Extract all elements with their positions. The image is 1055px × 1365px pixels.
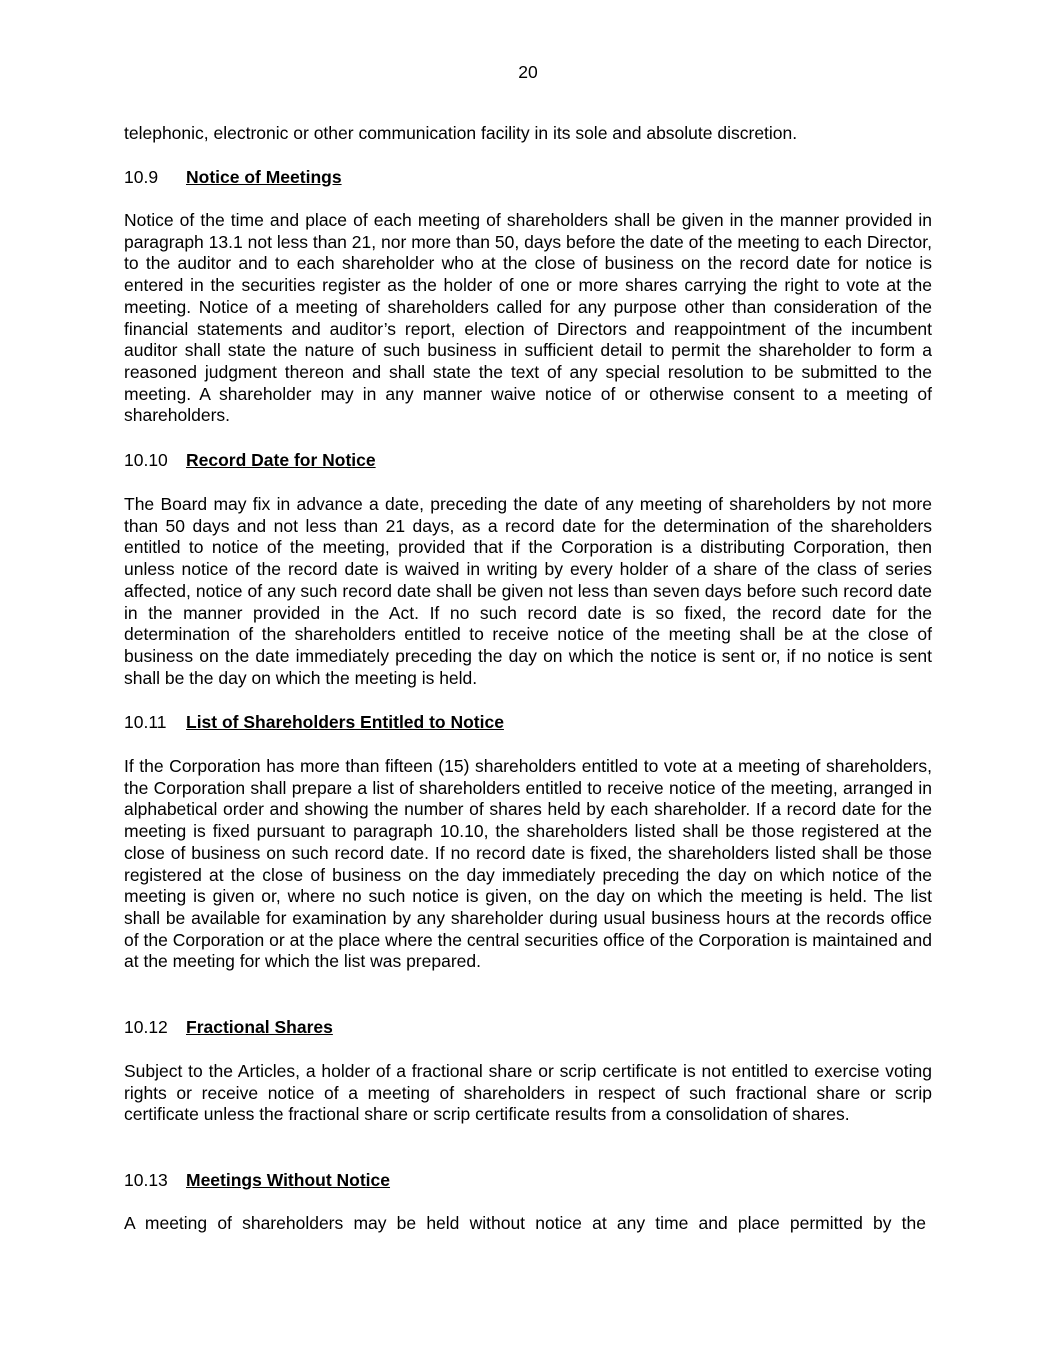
section-title: Record Date for Notice — [186, 450, 376, 470]
section-title: Notice of Meetings — [186, 167, 342, 187]
section-body-10-10: The Board may fix in advance a date, preceding the date of any meeting of shareholders by not more than 50 days and not less than 21 days, as a record date for the determination of the shareholders entitled to notice of the meeting, provided that if the Corporation is a distributing Corporation, then unless notice of the record date is waived in writing by every holder of a share of the class of series affected, notice of any such record date shall be given not less than seven days before such record date in the manner provided in the Act. If no such record date is so fixed, the record date for the determination of the shareholders entitled to receive notice of the meeting shall be at the close of business on the date immediately preceding the day on which the notice is sent or, if no notice is sent shall be the day on which the meeting is held. — [124, 494, 932, 688]
section-heading-10-13 — [124, 1170, 932, 1192]
section-body-10-13: A meeting of shareholders may be held without notice at any time and place permitted by the — [124, 1213, 926, 1233]
section-heading-10-12 — [124, 1017, 932, 1039]
section-number: 10.9 — [124, 167, 159, 187]
section-heading-10-10 — [124, 450, 932, 472]
section-heading-10-9 — [124, 167, 932, 189]
section-title: Fractional Shares — [186, 1017, 333, 1037]
section-number: 10.11 — [124, 712, 167, 732]
section-title: Meetings Without Notice — [186, 1170, 391, 1190]
section-number: 10.10 — [124, 450, 168, 470]
section-heading-10-11 — [124, 712, 932, 734]
page-number: 20 — [518, 62, 538, 82]
section-body-10-12: Subject to the Articles, a holder of a fractional share or scrip certificate is not entitled to exercise voting rights or receive notice of a meeting of shareholders in respect of such fractional share or scrip certificate unless the fractional share or scrip certificate results from a consolidation of shares. — [124, 1061, 932, 1125]
section-title: List of Shareholders Entitled to Notice — [186, 712, 504, 732]
section-number: 10.13 — [124, 1170, 168, 1190]
section-body-10-11: If the Corporation has more than fifteen (15) shareholders entitled to vote at a meeting of shareholders, the Corporation shall prepare a list of shareholders entitled to receive notice of the meeting, arranged in alphabetical order and showing the number of shares held by each shareholder. If a record date for the meeting is fixed pursuant to paragraph 10.10, the shareholders listed shall be those registered at the close of business on such record date. If no record date is fixed, the shareholders listed shall be those registered at the close of business on the day immediately preceding the day on which notice of the meeting is given or, where no such notice is given, on the day on which the meeting is held. The list shall be available for examination by any shareholder during usual business hours at the records office of the Corporation or at the place where the central securities office of the Corporation is maintained and at the meeting for which the list was prepared. — [124, 756, 932, 972]
section-body-10-9: Notice of the time and place of each meeting of shareholders shall be given in the manner provided in paragraph 13.1 not less than 21, nor more than 50, days before the date of the meeting to each Director, to the auditor and to each shareholder who at the close of business on the record date for notice is entered in the securities register as the holder of one or more shares carrying the right to vote at the meeting. Notice of a meeting of shareholders called for any purpose other than consideration of the financial statements and auditor’s report, election of Directors and reappointment of the incumbent auditor shall state the nature of such business in sufficient detail to permit the shareholder to form a reasoned judgment thereon and shall state the text of any special resolution to be submitted to the meeting. A shareholder may in any manner waive notice of or otherwise consent to a meeting of shareholders. — [124, 210, 932, 426]
section-number: 10.12 — [124, 1017, 168, 1037]
intro-paragraph: telephonic, electronic or other communication facility in its sole and absolute discretion. — [124, 123, 798, 143]
